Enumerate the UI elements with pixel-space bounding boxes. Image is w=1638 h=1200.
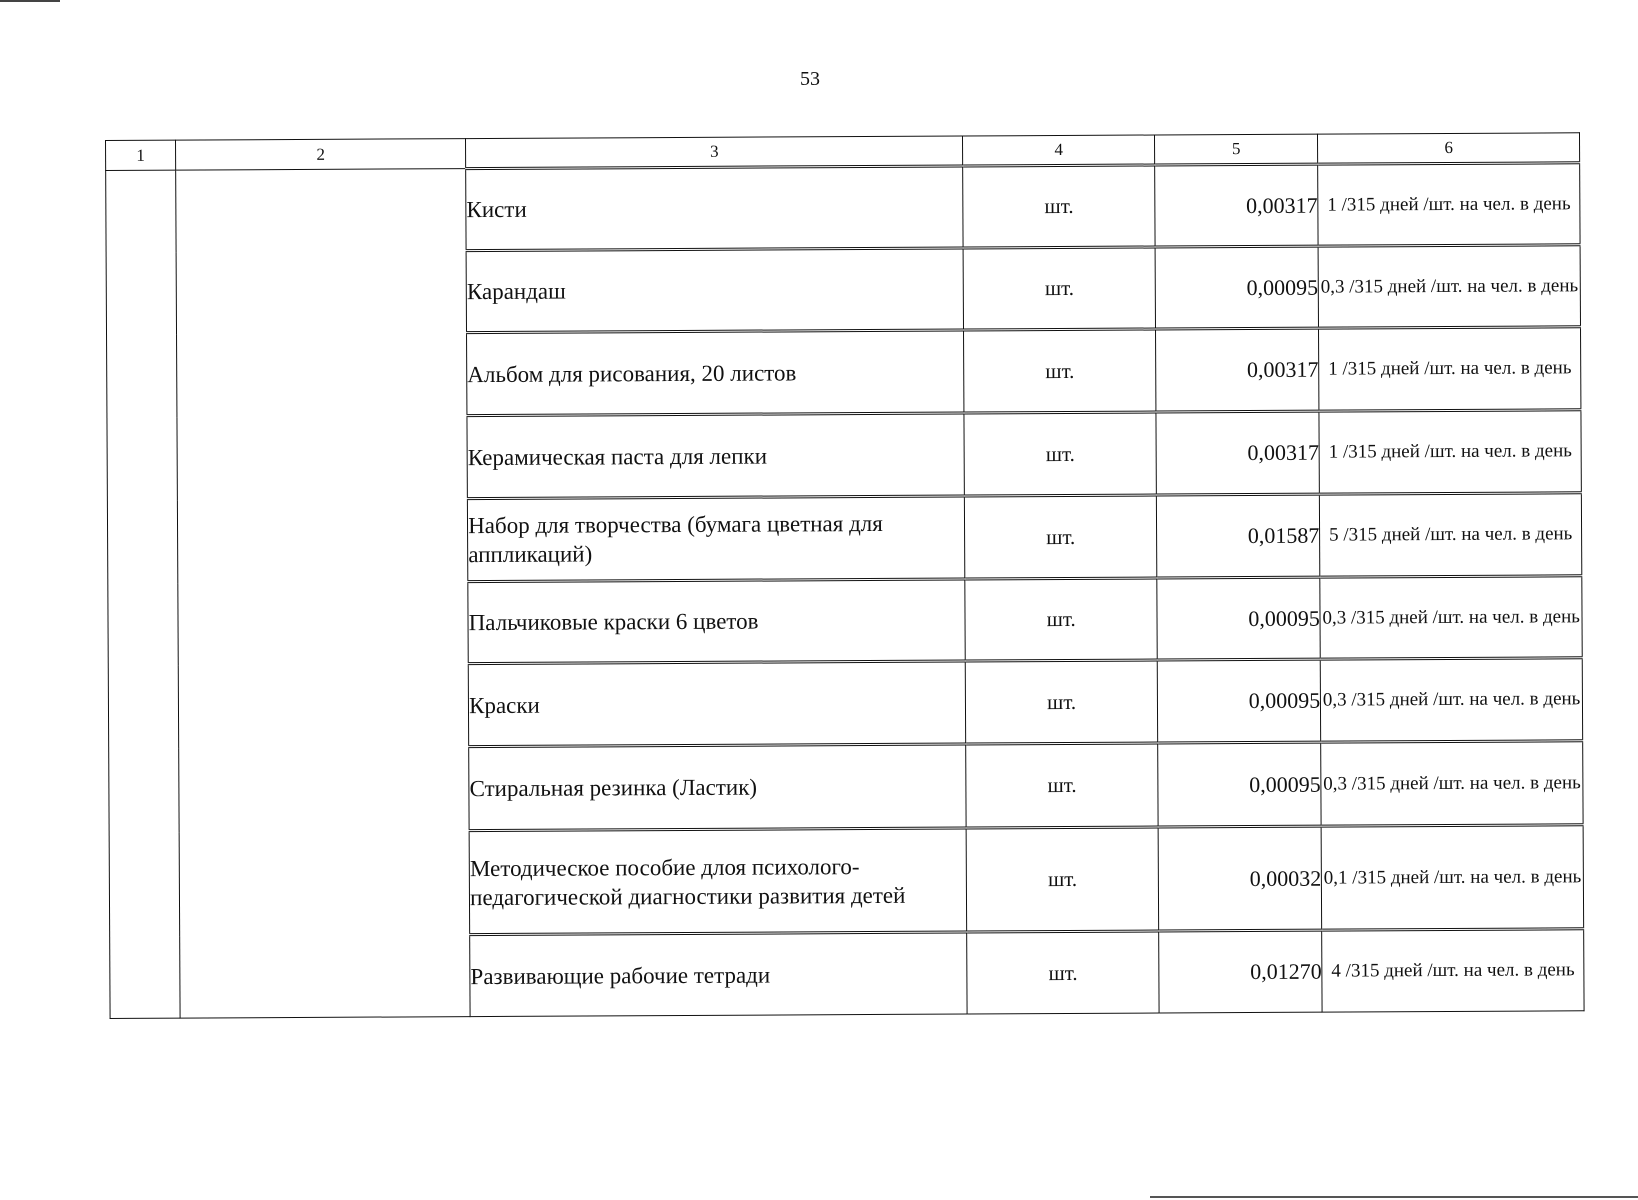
- header-col-2: 2: [176, 139, 466, 171]
- item-unit: шт.: [963, 247, 1155, 330]
- item-name: Карандаш: [466, 248, 964, 333]
- norms-table: [105, 132, 1585, 1019]
- item-unit: шт.: [967, 827, 1159, 932]
- item-norm: 1 /315 дней /шт. на чел. в день: [1318, 163, 1580, 246]
- item-quantity: 0,00317: [1155, 328, 1319, 412]
- item-name: Набор для творчества (бумага цветная для аппликаций): [468, 496, 966, 582]
- item-name: Развивающие рабочие тетради: [470, 932, 968, 1017]
- item-name: Пальчиковые краски 6 цветов: [468, 579, 966, 664]
- item-name: Стиральная резинка (Ластик): [469, 744, 967, 831]
- empty-number-cell: [106, 170, 181, 1018]
- item-unit: шт.: [963, 165, 1155, 248]
- item-unit: шт.: [964, 412, 1156, 496]
- item-quantity: 0,01270: [1159, 930, 1323, 1013]
- item-norm: 0,3 /315 дней /шт. на чел. в день: [1321, 658, 1583, 742]
- item-quantity: 0,00317: [1155, 164, 1319, 247]
- header-col-3: 3: [466, 136, 963, 169]
- item-norm: 1 /315 дней /шт. на чел. в день: [1319, 410, 1581, 494]
- item-norm: 0,1 /315 дней /шт. на чел. в день: [1321, 825, 1583, 930]
- item-norm: 4 /315 дней /шт. на чел. в день: [1322, 929, 1584, 1012]
- header-col-5: 5: [1154, 134, 1317, 165]
- item-name: Альбом для рисования, 20 листов: [467, 330, 965, 416]
- header-col-4: 4: [963, 135, 1155, 166]
- item-norm: 0,3 /315 дней /шт. на чел. в день: [1320, 576, 1582, 659]
- item-unit: шт.: [965, 578, 1157, 661]
- scan-edge-line: [0, 0, 60, 2]
- item-unit: шт.: [966, 743, 1158, 828]
- item-quantity: 0,00317: [1156, 411, 1320, 495]
- item-unit: шт.: [967, 931, 1159, 1014]
- table-row: [106, 163, 1580, 253]
- item-unit: шт.: [964, 329, 1156, 413]
- scan-edge-line: [1150, 1196, 1638, 1198]
- empty-category-cell: [176, 169, 470, 1019]
- item-norm: 0,3 /315 дней /шт. на чел. в день: [1321, 741, 1583, 826]
- header-col-6: 6: [1318, 133, 1580, 164]
- item-name: Методическое пособие длоя психолого-педагогической диагностики развития детей: [469, 828, 967, 935]
- item-unit: шт.: [965, 495, 1157, 579]
- item-unit: шт.: [966, 660, 1158, 744]
- item-norm: 1 /315 дней /шт. на чел. в день: [1319, 327, 1581, 411]
- item-norm: 5 /315 дней /шт. на чел. в день: [1320, 493, 1582, 577]
- item-name: Краски: [468, 661, 966, 747]
- item-quantity: 0,00095: [1155, 246, 1319, 329]
- item-quantity: 0,00095: [1157, 659, 1321, 743]
- header-col-1: 1: [106, 140, 176, 170]
- item-name: Керамическая паста для лепки: [467, 413, 965, 499]
- item-quantity: 0,01587: [1156, 494, 1320, 578]
- item-quantity: 0,00095: [1157, 577, 1321, 660]
- item-quantity: 0,00032: [1158, 826, 1322, 931]
- item-quantity: 0,00095: [1158, 742, 1322, 827]
- page-number: 53: [800, 68, 820, 90]
- item-name: Кисти: [466, 166, 964, 251]
- item-norm: 0,3 /315 дней /шт. на чел. в день: [1318, 245, 1580, 328]
